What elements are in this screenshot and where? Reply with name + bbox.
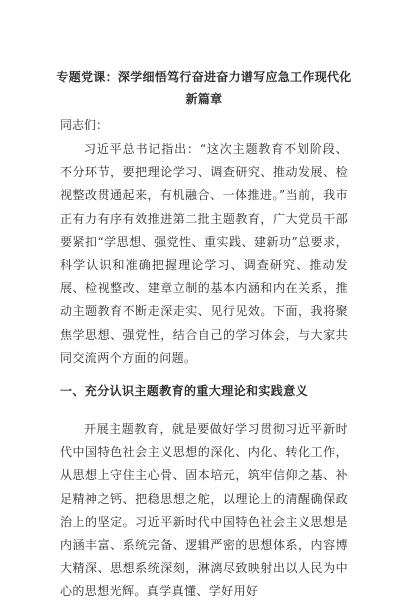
paragraph-intro: 习近平总书记指出：“这次主题教育不划阶段、不分环节，要把理论学习、调查研究、推动发展、检视整改贯通起来，有机融合、一体推进。”当前，我市正有力有序有效推进第二批主题教育，广大党员干部要紧扣“学思想、强党性、重实践、建新功”总要求，科学认识和准确把握理论学习、调查研究、推动发展、检视整改、建章立制的基本内涵和内在关系，推动主题教育不断走深走实、见行见效。下面，我将聚焦学思想、强党性，结合自己的学习体会，与大家共同交流两个方面的问题。	[60, 142, 348, 365]
document-title: 专题党课：深学细悟笃行奋进奋力谱写应急工作现代化新篇章	[56, 70, 352, 106]
salutation: 同志们：	[60, 118, 109, 132]
section-heading: 一、充分认识主题教育的重大理论和实践意义	[60, 384, 309, 398]
paragraph-body: 开展主题教育，就是要做好学习贯彻习近平新时代中国特色社会主义思想的深化、内化、转化工作，从思想上守住主心骨、固本培元，筑牢信仰之基、补足精神之钙、把稳思想之舵，以理论上的清醒确保政治上的坚定。习近平新时代中国特色社会主义思想是内涵丰富、系统完备、逻辑严密的思想体系，内容博大精深、思想系统深刻，淋漓尽致映射出以人民为中心的思想光辉。真学真懂、学好用好	[60, 422, 348, 599]
